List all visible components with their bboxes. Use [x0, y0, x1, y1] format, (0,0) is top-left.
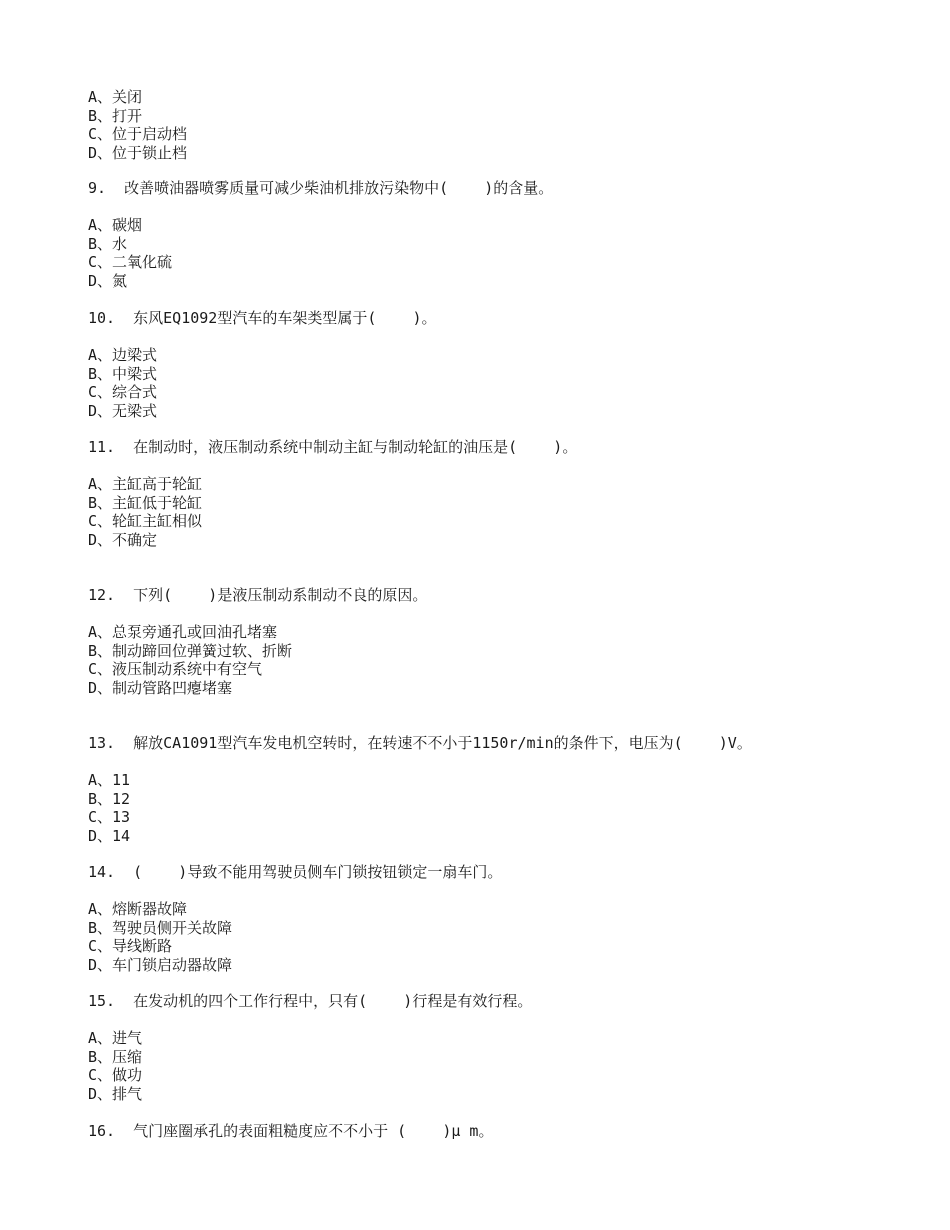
- option-list: [88, 475, 202, 549]
- option-list: [88, 216, 172, 290]
- option-a: A、关闭: [88, 88, 143, 106]
- option-a: A、主缸高于轮缸: [88, 475, 203, 493]
- option-b: B、中梁式: [88, 364, 158, 383]
- question-9: 9. 改善喷油器喷雾质量可减少柴油机排放污染物中( )的含量。: [88, 179, 554, 197]
- option-d: D、位于锁止档: [88, 143, 188, 162]
- question-13: 13. 解放CA1091型汽车发电机空转时，在转速不不小于1150r/min的条件下，电压为( )V。: [88, 734, 752, 752]
- option-d: D、14: [88, 826, 131, 845]
- option-a: A、进气: [88, 1029, 143, 1047]
- option-c: C、轮缸主缸相似: [88, 512, 203, 530]
- option-d: D、车门锁启动器故障: [88, 955, 233, 974]
- question-15: 15. 在发动机的四个工作行程中，只有( )行程是有效行程。: [88, 992, 533, 1010]
- option-list: [88, 623, 292, 697]
- option-b: B、12: [88, 789, 131, 808]
- question-16: 16. 气门座圈承孔的表面粗糙度应不不小于 ( )μ m。: [88, 1122, 494, 1140]
- option-c: C、液压制动系统中有空气: [88, 660, 263, 678]
- option-a: A、总泵旁通孔或回油孔堵塞: [88, 623, 278, 641]
- option-b: B、制动蹄回位弹簧过软、折断: [88, 641, 293, 660]
- question-11: 11. 在制动时，液压制动系统中制动主缸与制动轮缸的油压是( )。: [88, 438, 578, 456]
- option-b: B、水: [88, 234, 128, 253]
- option-d: D、制动管路凹瘪堵塞: [88, 678, 233, 697]
- option-a: A、碳烟: [88, 216, 143, 234]
- option-d: D、不确定: [88, 530, 158, 549]
- option-a: A、边梁式: [88, 346, 158, 364]
- option-c: C、位于启动档: [88, 125, 188, 143]
- option-list: [88, 346, 157, 420]
- option-b: B、压缩: [88, 1047, 143, 1066]
- option-list: [88, 1029, 142, 1103]
- option-b: B、主缸低于轮缸: [88, 493, 203, 512]
- option-c: C、做功: [88, 1066, 143, 1084]
- option-a: A、熔断器故障: [88, 900, 188, 918]
- option-b: B、驾驶员侧开关故障: [88, 918, 233, 937]
- option-c: C、综合式: [88, 383, 158, 401]
- question-10: 10. 东风EQ1092型汽车的车架类型属于( )。: [88, 309, 437, 327]
- option-b: B、打开: [88, 106, 143, 125]
- option-d: D、氮: [88, 271, 128, 290]
- option-a: A、11: [88, 771, 131, 789]
- option-list: [88, 771, 130, 845]
- option-c: C、导线断路: [88, 937, 173, 955]
- option-list: [88, 900, 232, 974]
- option-d: D、无梁式: [88, 401, 158, 420]
- question-12: 12. 下列( )是液压制动系制动不良的原因。: [88, 586, 428, 604]
- option-list: [88, 88, 187, 162]
- option-c: C、二氧化硫: [88, 253, 173, 271]
- option-d: D、排气: [88, 1084, 143, 1103]
- option-c: C、13: [88, 808, 131, 826]
- question-14: 14. ( )导致不能用驾驶员侧车门锁按钮锁定一扇车门。: [88, 863, 503, 881]
